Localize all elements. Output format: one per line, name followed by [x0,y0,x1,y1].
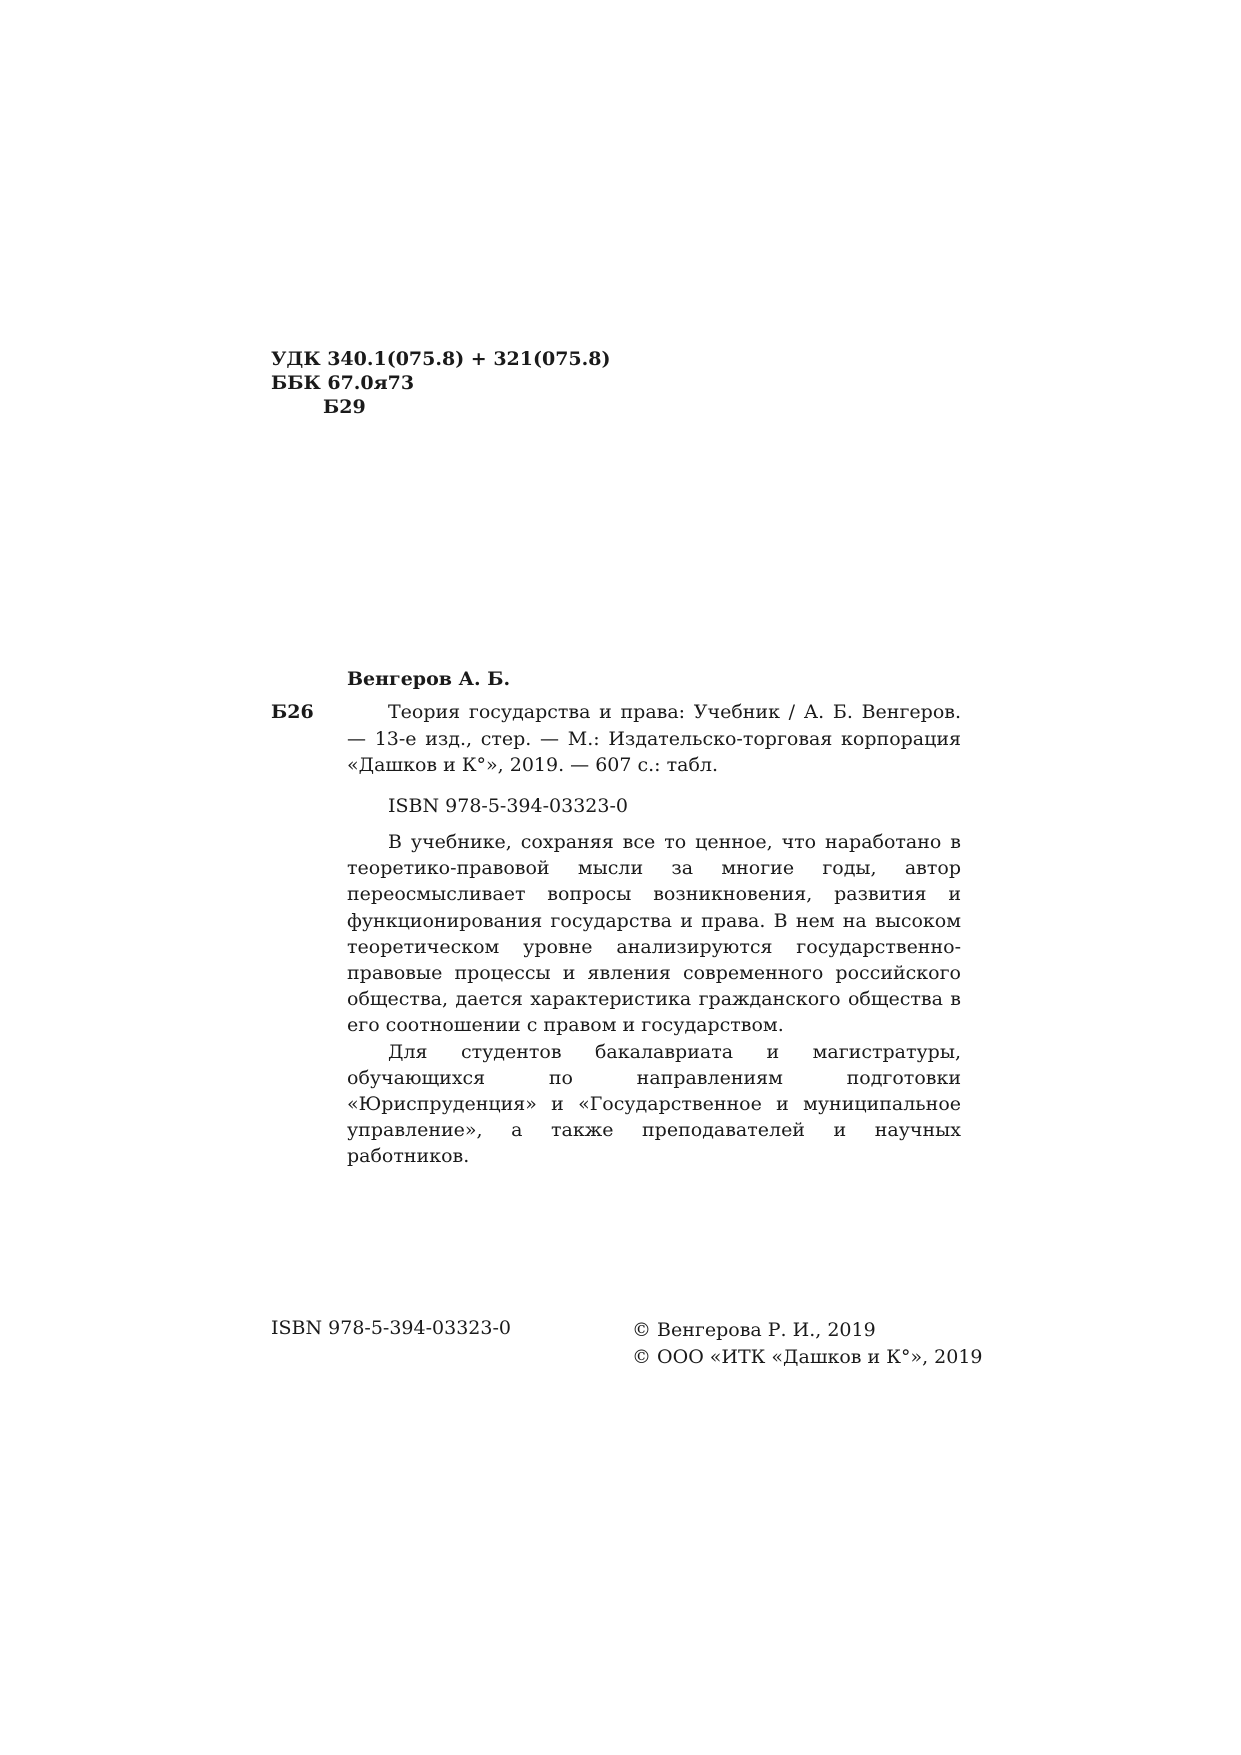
copyright-publisher: © ООО «ИТК «Дашков и К°», 2019 [632,1346,983,1368]
copyright-block [632,1317,983,1371]
annotation-paragraph: Для студентов бакалавриата и магистратуры, обучающихся по направлениям подготовки «Юриспруденция» и «Государственное и муниципальное управление», а также преподавателей и научных работников. [347,1040,961,1168]
annotation [347,829,961,1170]
bibliographic-description: Теория государства и права: Учебник / А. Б. Венгеров. — 13-е изд., стер. — М.: Издательско-торговая корпорация «Дашков и К°», 2019. — 607 с.: табл. [347,701,961,776]
isbn-footer: ISBN 978-5-394-03323-0 [271,1317,511,1339]
author-mark: Б26 [271,701,314,723]
author-heading: Венгеров А. Б. [347,668,511,690]
bbk-code: ББК 67.0я73 [271,372,415,394]
classification-block [271,347,610,419]
udk-code: УДК 340.1(075.8) + 321(075.8) [271,348,611,370]
isbn-main: ISBN 978-5-394-03323-0 [388,795,628,817]
copyright-author: © Венгерова Р. И., 2019 [632,1319,876,1341]
annotation-paragraph: В учебнике, сохраняя все то ценное, что наработано в теоретико-правовой мысли за многие годы, автор переосмысливает вопросы возникновения, развития и функционирования государства и права. В нем на высоком теоретическом уровне анализируются государственно-правовые процессы и явления современного российского общества, дается характеристика гражданского общества в его соотношении с правом и государством. [347,831,961,1037]
author-mark-top: Б29 [323,396,366,418]
